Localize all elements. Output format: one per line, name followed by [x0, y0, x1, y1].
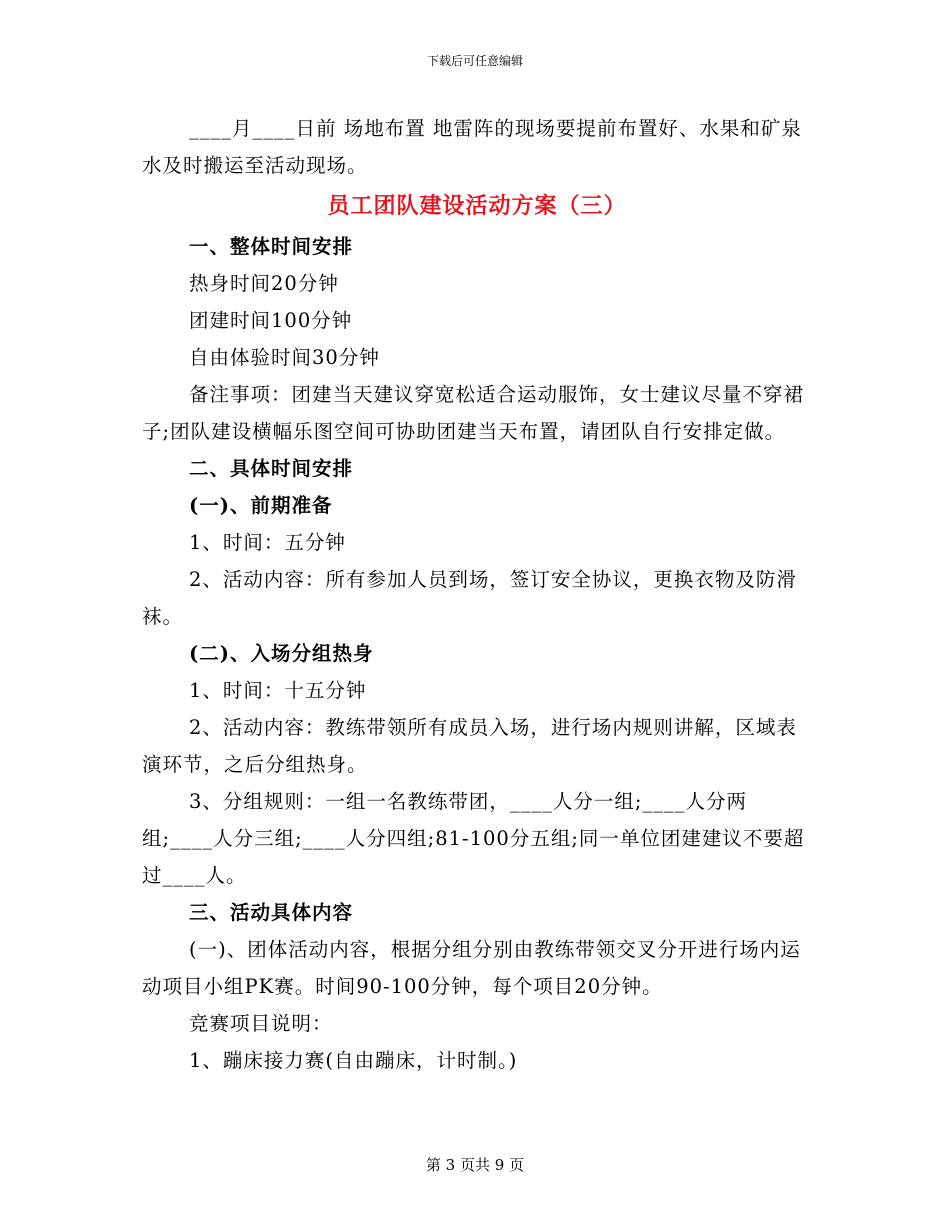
section-heading-overall-schedule: 一、整体时间安排 [189, 235, 354, 258]
free-experience-time: 自由体验时间30分钟 [189, 346, 380, 369]
section-heading-detailed-schedule: 二、具体时间安排 [189, 457, 354, 480]
grouping-rules: 3、分组规则：一组一名教练带团，____人分一组;____人分两组;____人分三组;____人分四组;81-100分五组;同一单位团建建议不要超过____人。 [142, 790, 805, 887]
subsection-heading-preparation: (一)、前期准备 [189, 494, 333, 517]
notes-paragraph: 备注事项：团建当天建议穿宽松适合运动服饰，女士建议尽量不穿裙子;团队建设横幅乐图空间可协助团建当天布置，请团队自行安排定做。 [142, 383, 805, 443]
team-activity-paragraph: (一)、团体活动内容，根据分组分别由教练带领交叉分开进行场内运动项目小组PK赛。时间90-100分钟，每个项目20分钟。 [142, 938, 801, 998]
paragraph-venue-setup: ____月____日前 场地布置 地雷阵的现场要提前布置好、水果和矿泉水及时搬运至活动现场。 [142, 117, 802, 177]
warmup-content: 2、活动内容：教练带领所有成员入场，进行场内规则讲解，区域表演环节，之后分组热身。 [142, 716, 797, 776]
document-body [142, 110, 812, 1079]
section-heading-activity-content: 三、活动具体内容 [189, 901, 354, 924]
teambuilding-time: 团建时间100分钟 [189, 309, 353, 332]
warmup-time: 热身时间20分钟 [189, 272, 339, 295]
page-footer: 第 3 页共 9 页 [425, 1156, 525, 1174]
warmup-duration: 1、时间：十五分钟 [189, 679, 367, 702]
subsection-heading-warmup: (二)、入场分组热身 [189, 642, 374, 665]
competition-item-1: 1、蹦床接力赛(自由蹦床，计时制。) [189, 1049, 518, 1072]
preparation-content: 2、活动内容：所有参加人员到场，签订安全协议，更换衣物及防滑袜。 [142, 568, 797, 628]
preparation-time: 1、时间：五分钟 [189, 531, 346, 554]
page-header: 下载后可任意编辑 [426, 54, 523, 68]
document-title: 员工团队建设活动方案（三） [327, 193, 627, 219]
competition-description-label: 竞赛项目说明： [189, 1012, 333, 1035]
